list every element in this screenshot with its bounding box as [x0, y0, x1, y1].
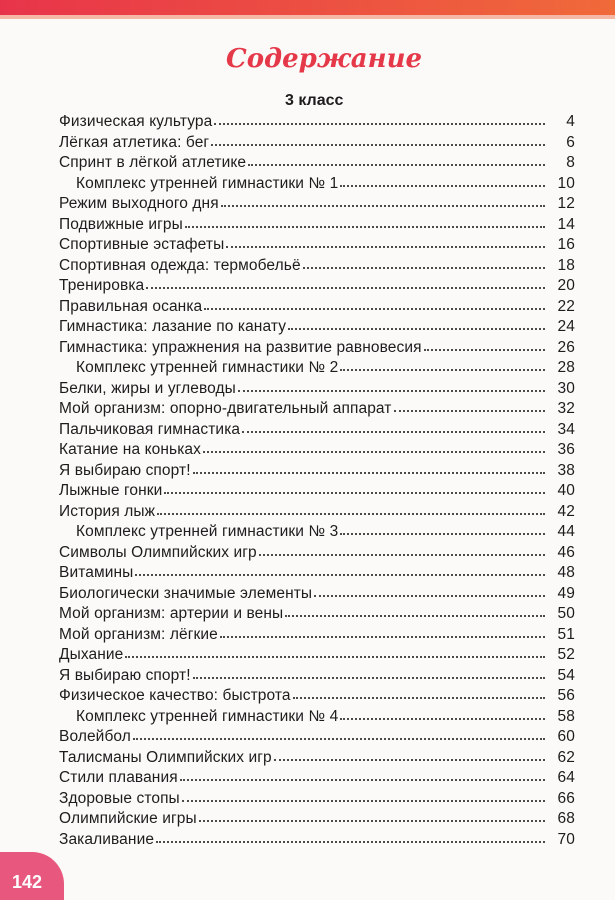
toc-entry-title: Режим выходного дня	[59, 195, 219, 212]
toc-entry[interactable]	[59, 420, 575, 441]
toc-entry[interactable]	[59, 379, 575, 400]
toc-entry-title: Белки, жиры и углеводы	[59, 379, 236, 397]
toc-dot-leader	[156, 841, 545, 843]
toc-dot-leader	[394, 410, 545, 412]
toc-dot-leader	[164, 492, 545, 494]
toc-entry[interactable]	[59, 666, 575, 687]
toc-entry-page: 48	[557, 564, 575, 581]
toc-entry[interactable]	[59, 604, 575, 625]
toc-entry-page: 26	[557, 338, 575, 356]
toc-entry[interactable]	[59, 112, 575, 133]
toc-entry-title: Я выбираю спорт!	[59, 666, 191, 684]
toc-entry[interactable]	[59, 707, 575, 728]
toc-entry-page: 24	[557, 318, 575, 335]
toc-dot-leader	[125, 656, 545, 658]
toc-entry-page: 30	[557, 379, 575, 397]
toc-entry[interactable]	[59, 133, 575, 154]
toc-entry-page: 46	[557, 543, 575, 561]
toc-dot-leader	[340, 533, 545, 535]
toc-entry[interactable]	[59, 789, 575, 810]
toc-dot-leader	[424, 349, 545, 351]
toc-entry[interactable]	[59, 338, 575, 359]
toc-entry-page: 70	[557, 830, 575, 848]
toc-dot-leader	[220, 636, 545, 638]
toc-dot-leader	[242, 431, 545, 433]
toc-entry-title: Закаливание	[59, 830, 155, 848]
toc-entry-title: Физическая культура	[59, 113, 213, 130]
toc-entry-page: 60	[557, 728, 575, 745]
toc-entry-page: 14	[557, 215, 575, 233]
toc-entry[interactable]	[59, 153, 575, 174]
toc-entry-title: Подвижные игры	[59, 215, 183, 233]
toc-dot-leader	[303, 267, 545, 269]
toc-dot-leader	[226, 246, 545, 248]
toc-entry[interactable]	[59, 522, 575, 543]
toc-dot-leader	[238, 390, 545, 392]
toc-entry-page: 12	[557, 195, 575, 212]
toc-entry-title: Физическое качество: быстрота	[59, 687, 291, 704]
toc-entry-page: 52	[557, 646, 575, 663]
toc-entry-page: 4	[566, 113, 575, 130]
toc-entry-page: 8	[566, 154, 575, 171]
toc-entry-page: 28	[557, 359, 575, 376]
toc-entry-title: Мой организм: лёгкие	[59, 625, 218, 643]
page-title: Содержание	[226, 44, 423, 74]
toc-entry-page: 42	[557, 502, 575, 520]
toc-entry[interactable]	[59, 235, 575, 256]
toc-dot-leader	[274, 759, 545, 761]
toc-entry[interactable]	[59, 748, 575, 769]
toc-entry[interactable]	[59, 399, 575, 420]
toc-entry[interactable]	[59, 276, 575, 297]
page-number-text: 142	[12, 872, 43, 892]
toc-entry-title: Стили плавания	[59, 769, 178, 786]
toc-entry[interactable]	[59, 174, 575, 195]
toc-entry-title: Правильная осанка	[59, 297, 203, 315]
toc-entry[interactable]	[59, 440, 575, 461]
toc-entry[interactable]	[59, 297, 575, 318]
page-number	[10, 872, 54, 900]
toc-entry-page: 36	[557, 441, 575, 458]
toc-entry-page: 34	[557, 420, 575, 438]
toc-entry-page: 22	[557, 297, 575, 315]
toc-entry-page: 68	[557, 810, 575, 827]
toc-entry-title: Гимнастика: упражнения на развитие равновесия	[59, 338, 422, 356]
toc-dot-leader	[182, 800, 545, 802]
toc-entry-page: 40	[557, 482, 575, 499]
toc-entry-title: Тренировка	[59, 277, 145, 294]
table-of-contents	[59, 112, 575, 850]
toc-dot-leader	[146, 287, 545, 289]
toc-entry[interactable]	[59, 727, 575, 748]
toc-entry-title: Комплекс утренней гимнастики № 3	[76, 523, 339, 540]
toc-entry-title: Спортивные эстафеты	[59, 236, 225, 253]
toc-entry-title: Лыжные гонки	[59, 482, 163, 499]
toc-dot-leader	[288, 328, 545, 330]
toc-dot-leader	[203, 451, 545, 453]
toc-entry-title: Спринт в лёгкой атлетике	[59, 154, 247, 171]
toc-entry-title: Я выбираю спорт!	[59, 461, 191, 479]
toc-entry-page: 20	[557, 277, 575, 294]
toc-dot-leader	[199, 820, 545, 822]
toc-entry-title: Дыхание	[59, 646, 124, 663]
toc-entry-page: 62	[557, 748, 575, 766]
toc-entry-page: 32	[557, 400, 575, 417]
toc-entry-title: Комплекс утренней гимнастики № 4	[76, 707, 339, 725]
toc-entry-page: 10	[557, 174, 575, 192]
toc-entry[interactable]	[59, 317, 575, 338]
toc-entry-page: 18	[557, 256, 575, 274]
toc-entry-title: Комплекс утренней гимнастики № 1	[76, 174, 339, 192]
toc-entry-page: 56	[557, 687, 575, 704]
toc-entry[interactable]	[59, 625, 575, 646]
toc-dot-leader	[193, 677, 545, 679]
toc-entry[interactable]	[59, 256, 575, 277]
toc-dot-leader	[259, 554, 545, 556]
toc-entry-title: История лыж	[59, 502, 156, 520]
toc-entry[interactable]	[59, 461, 575, 482]
toc-entry-title: Катание на коньках	[59, 441, 201, 458]
toc-dot-leader	[135, 574, 545, 576]
toc-entry[interactable]	[59, 215, 575, 236]
toc-entry-title: Здоровые стопы	[59, 789, 180, 807]
toc-entry[interactable]	[59, 481, 575, 502]
toc-dot-leader	[193, 472, 545, 474]
toc-dot-leader	[293, 697, 545, 699]
toc-dot-leader	[340, 369, 545, 371]
toc-entry-page: 51	[557, 625, 575, 643]
toc-entry[interactable]	[59, 502, 575, 523]
toc-dot-leader	[214, 123, 545, 125]
toc-entry-title: Пальчиковая гимнастика	[59, 420, 241, 438]
toc-entry[interactable]	[59, 686, 575, 707]
toc-entry-page: 54	[557, 666, 575, 684]
toc-dot-leader	[211, 144, 545, 146]
toc-entry-title: Гимнастика: лазание по канату	[59, 318, 287, 335]
toc-entry[interactable]	[59, 358, 575, 379]
toc-entry-page: 50	[557, 605, 575, 622]
toc-dot-leader	[340, 718, 545, 720]
toc-entry-page: 6	[566, 133, 575, 151]
toc-entry-title: Мой организм: опорно-двигательный аппарат	[59, 400, 392, 417]
toc-entry[interactable]	[59, 768, 575, 789]
toc-entry-page: 58	[557, 707, 575, 725]
toc-entry-title: Комплекс утренней гимнастики № 2	[76, 359, 339, 376]
toc-entry-page: 16	[557, 236, 575, 253]
section-heading: 3 класс	[285, 92, 344, 109]
toc-entry-page: 44	[557, 523, 575, 540]
toc-dot-leader	[248, 164, 545, 166]
toc-entry-title: Витамины	[59, 564, 134, 581]
toc-dot-leader	[180, 779, 545, 781]
toc-dot-leader	[314, 595, 545, 597]
toc-entry[interactable]	[59, 543, 575, 564]
toc-entry[interactable]	[59, 830, 575, 851]
toc-entry-title: Символы Олимпийских игр	[59, 543, 257, 561]
top-color-band	[0, 0, 615, 15]
toc-entry-title: Волейбол	[59, 728, 131, 745]
toc-entry-title: Олимпийские игры	[59, 810, 197, 827]
toc-entry-page: 38	[557, 461, 575, 479]
toc-entry[interactable]	[59, 645, 575, 666]
toc-entry[interactable]	[59, 809, 575, 830]
toc-entry-title: Биологически значимые элементы	[59, 584, 313, 602]
toc-entry-title: Талисманы Олимпийских игр	[59, 748, 272, 766]
toc-entry[interactable]	[59, 194, 575, 215]
toc-dot-leader	[185, 226, 545, 228]
toc-entry-page: 64	[557, 769, 575, 786]
toc-entry-page: 49	[557, 584, 575, 602]
toc-dot-leader	[204, 308, 545, 310]
toc-entry-title: Лёгкая атлетика: бег	[59, 133, 210, 151]
toc-entry-title: Спортивная одежда: термобельё	[59, 256, 301, 274]
toc-dot-leader	[285, 615, 545, 617]
toc-entry-page: 66	[557, 789, 575, 807]
toc-dot-leader	[133, 738, 545, 740]
toc-dot-leader	[340, 185, 545, 187]
toc-entry-title: Мой организм: артерии и вены	[59, 605, 284, 622]
toc-entry[interactable]	[59, 563, 575, 584]
toc-entry[interactable]	[59, 584, 575, 605]
toc-dot-leader	[221, 205, 545, 207]
toc-dot-leader	[157, 513, 545, 515]
